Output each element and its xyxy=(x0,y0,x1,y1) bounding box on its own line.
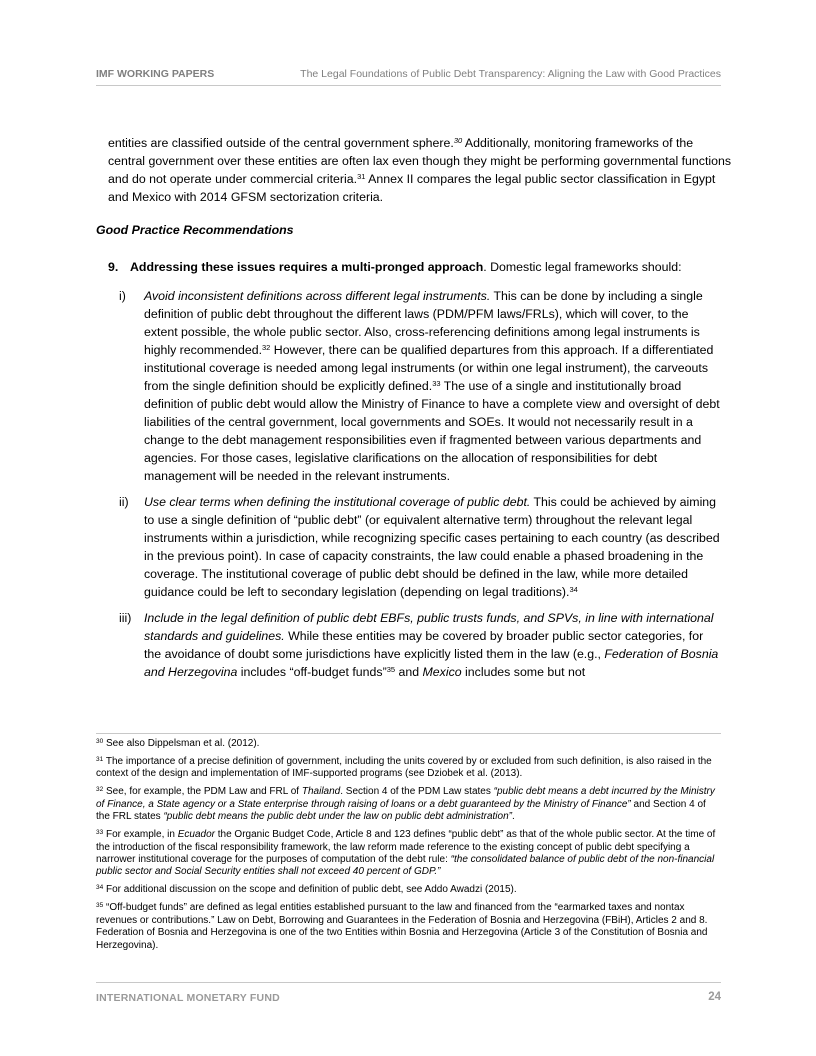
footnote-text: “Off-budget funds” are defined as legal entities established pursuant to the law and financed from the “earmarked taxes and nontax revenues or contributions.” Law on Debt, Borrowing and Guarantees in the Federation of Bosnia and Herzegovina (FBiH), Articles 2 and 8. Federation of Bosnia and Herzegovina is one of the two Entities within Bosnia and Herzegovina (Article 3 of the Constitution of Bosnia and Herzegovina). xyxy=(96,902,708,951)
footnote-33 xyxy=(96,829,721,879)
list-marker: iii) xyxy=(119,611,132,625)
list-item-text: This could be achieved by aiming to use a single definition of “public debt” (or equivalent alternative term) throughout the relevant legal instruments within a jurisdiction, while recognizing specific cases pertaining to each country (as described in the previous point). In case of capacity constraints, the law could enable a phased broadening in the coverage. The institutional coverage of public debt should be defined in the law, while more detailed guidance could be left to secondary legislation (depending on legal traditions). xyxy=(144,495,720,599)
paragraph-lead: Addressing these issues requires a multi-pronged approach xyxy=(130,260,484,274)
footnote-text: and Section 4 of the FRL states xyxy=(96,798,706,823)
list-item-text: and xyxy=(395,665,423,679)
running-footer xyxy=(96,982,721,1005)
footnote-quote: “the consolidated balance of public debt of the non-financial public sector and Social Security entities shall not exceed 40 percent of GDP.” xyxy=(96,854,715,878)
footnote-text: . Section 4 of the PDM Law states xyxy=(340,786,494,798)
footnote-number: 34 xyxy=(96,884,104,892)
footnote-number: 32 xyxy=(96,786,104,794)
list-item-text: includes some but not xyxy=(461,665,586,679)
footnote-32 xyxy=(96,786,721,823)
list-item-ii xyxy=(96,493,721,601)
header-paper-title: The Legal Foundations of Public Debt Transparency: Aligning the Law with Good Practices xyxy=(300,68,721,80)
list-item-text: However, there can be qualified departures from this approach. If a differentiated institutional coverage is needed among legal instruments (or within one legal instrument), the carveouts from the single definition should be explicitly defined. xyxy=(144,343,714,393)
footnotes xyxy=(96,738,721,958)
numbered-paragraph-9 xyxy=(108,258,682,276)
footnote-text: See also Dippelsman et al. (2012). xyxy=(103,738,260,749)
footnote-number: 31 xyxy=(96,756,104,763)
footnote-ref-30[interactable]: 30 xyxy=(453,136,463,145)
list-item-text: This can be done by including a single definition of public debt throughout the different laws (PDM/PFM laws/FRLs), which will cover, to the extent possible, the whole public sector. Also, cross-referencing definitions among legal instruments is highly recommended. xyxy=(144,289,703,357)
country-name: Ecuador xyxy=(177,829,215,841)
footnote-31 xyxy=(96,756,721,781)
list-item-text: The use of a single and institutionally broad definition of public debt would allow the Ministry of Finance to have a complete view and oversight of debt liabilities of the central government, local governments and SOEs. It would not necessarily result in a change to the debt management responsibilities even if fragmented between various departments and agencies. For those cases, legislative clarifications on the allocation of responsibilities for debt management will be needed in the relevant instruments. xyxy=(144,379,720,483)
list-item-iii xyxy=(96,609,721,681)
paragraph-text xyxy=(108,134,733,206)
header-series-title: IMF WORKING PAPERS xyxy=(96,68,215,80)
recommendation-list xyxy=(96,287,721,681)
list-item-i xyxy=(96,287,721,485)
list-item-title: Include in the legal definition of public debt EBFs, public trusts funds, and SPVs, in line with international standards and guidelines. xyxy=(144,611,714,643)
footer-organization: INTERNATIONAL MONETARY FUND xyxy=(96,992,280,1004)
paragraph-lead-rest: . Domestic legal frameworks should: xyxy=(483,260,682,274)
footnote-ref-31[interactable]: 31 xyxy=(357,172,366,181)
paragraph-number: 9. xyxy=(108,260,119,274)
section-heading: Good Practice Recommendations xyxy=(96,223,294,237)
paragraph-text-2: Additionally, monitoring frameworks of the central government over these entities are often lax even though they might be performing governmental functions and do not operate under commercial criteria. xyxy=(108,136,732,186)
list-item-text: includes “off-budget funds” xyxy=(237,665,387,679)
country-name: Federation of Bosnia and Herzegovina xyxy=(144,647,719,679)
running-header xyxy=(96,68,721,86)
footnote-ref-32[interactable]: 32 xyxy=(262,343,271,352)
country-name: Thailand xyxy=(301,786,341,798)
list-item-text: While these entities may be covered by broader public sector categories, for the avoidance of doubt some jurisdictions have explicitly listed them in the law (e.g., xyxy=(144,629,704,661)
page-number: 24 xyxy=(708,991,721,1003)
paragraph-text-1: entities are classified outside of the central government sphere. xyxy=(108,136,454,150)
footnote-text: See, for example, the PDM Law and FRL of xyxy=(103,786,302,798)
footnote-divider xyxy=(96,733,721,734)
list-item-title: Use clear terms when defining the institutional coverage of public debt. xyxy=(144,495,531,509)
list-marker: ii) xyxy=(119,495,129,509)
footnote-text: . xyxy=(511,811,515,823)
footnote-text: For additional discussion on the scope and definition of public debt, see Addo Awadzi (2015). xyxy=(103,884,517,896)
country-name: Mexico xyxy=(422,665,462,679)
paragraph-text-3: Annex II compares the legal public sector classification in Egypt and Mexico with 2014 GFSM sectorization criteria. xyxy=(108,172,716,204)
footnote-34 xyxy=(96,884,721,896)
footnote-number: 30 xyxy=(96,738,104,745)
footnote-ref-34[interactable]: 34 xyxy=(569,585,578,594)
footnote-ref-35[interactable]: 35 xyxy=(386,665,396,674)
footnote-number: 33 xyxy=(96,829,104,837)
footnote-quote: “public debt means a debt incurred by the Ministry of Finance, a State agency or a State enterprise through raising of loans or a debt guaranteed by the Ministry of Finance” xyxy=(96,786,715,810)
paragraph-continued xyxy=(96,134,733,206)
footnote-30 xyxy=(96,738,721,750)
footnote-ref-33[interactable]: 33 xyxy=(432,379,441,388)
footnote-text: the Organic Budget Code, Article 8 and 123 defines “public debt” as that of the whole public sector. At the time of the introduction of the fiscal responsibility framework, the law reform made reference to the existing concept of public debt specifying a narrower institutional coverage for the purposes of computation of the debt rule: xyxy=(96,829,716,866)
list-marker: i) xyxy=(119,289,126,303)
footnote-text: For example, in xyxy=(103,829,178,841)
list-item-title: Avoid inconsistent definitions across different legal instruments. xyxy=(144,289,491,303)
footnote-35 xyxy=(96,902,721,952)
footnote-text: The importance of a precise definition of government, including the units covered by or excluded from such definition, is also raised in the context of the design and implementation of IMF-supported programs (see Dziobek et al. (2013). xyxy=(96,756,712,780)
footnote-quote: “public debt means the public debt under the law on public debt administration” xyxy=(163,811,512,823)
footnote-number: 35 xyxy=(96,902,104,910)
